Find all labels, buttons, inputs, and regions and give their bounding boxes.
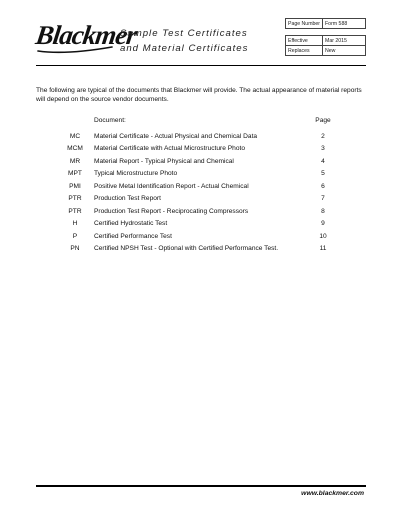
document-page-number: 4 bbox=[321, 157, 325, 165]
document-code: PTR bbox=[68, 207, 82, 215]
document-description: Production Test Report bbox=[94, 195, 161, 202]
page-number-label: Page Number bbox=[286, 19, 323, 29]
logo-swash-icon bbox=[36, 46, 114, 54]
list-item bbox=[36, 158, 366, 171]
title-line-1: Sample Test Certificates bbox=[120, 28, 248, 39]
document-page-number: 7 bbox=[321, 195, 325, 202]
document-code: H bbox=[72, 220, 78, 227]
replaces-label: Replaces bbox=[286, 46, 323, 56]
effective-label: Effective bbox=[286, 36, 323, 46]
document-code: PN bbox=[70, 245, 80, 252]
document-page-number: 9 bbox=[321, 220, 325, 227]
document-description: Positive Metal Identification Report - Actual Chemical bbox=[94, 182, 249, 190]
document-page-number: 8 bbox=[321, 207, 325, 215]
document-page-number: 5 bbox=[321, 170, 325, 177]
document-page-number: 6 bbox=[321, 182, 325, 190]
document-list bbox=[36, 117, 366, 258]
document-code: MR bbox=[69, 157, 81, 165]
document-rows bbox=[36, 133, 366, 258]
list-item bbox=[36, 170, 366, 183]
document-code: P bbox=[72, 232, 78, 240]
document-code: PTR bbox=[68, 195, 82, 202]
document-list-header bbox=[36, 117, 366, 130]
list-item bbox=[36, 233, 366, 246]
document-description: Material Certificate with Actual Microstructure Photo bbox=[94, 145, 245, 152]
column-header-document: Document: bbox=[94, 117, 126, 124]
document-description: Material Report - Typical Physical and Chemical bbox=[94, 157, 234, 165]
list-item bbox=[36, 220, 366, 233]
footer-divider bbox=[36, 485, 366, 487]
list-item bbox=[36, 245, 366, 258]
document-page-number: 2 bbox=[321, 132, 325, 140]
title-line-2: and Material Certificates bbox=[120, 43, 249, 54]
document-code: MPT bbox=[68, 170, 82, 177]
list-item bbox=[36, 183, 366, 196]
document-page-number: 11 bbox=[319, 245, 327, 252]
document-description: Material Certificate - Actual Physical and Chemical Data bbox=[94, 132, 258, 140]
document-page-number: 10 bbox=[319, 232, 327, 240]
document-description: Typical Microstructure Photo bbox=[94, 170, 178, 177]
column-header-page: Page bbox=[315, 117, 331, 124]
document-description: Certified NPSH Test - Optional with Certified Performance Test. bbox=[94, 245, 279, 252]
page-number-value: Form 588 bbox=[323, 19, 366, 29]
list-item bbox=[36, 133, 366, 146]
document-page-number: 3 bbox=[321, 145, 325, 152]
document-code: PMI bbox=[69, 182, 81, 190]
document-description: Certified Performance Test bbox=[94, 232, 172, 240]
document-description: Certified Hydrostatic Test bbox=[94, 220, 168, 227]
document-code: MC bbox=[69, 132, 81, 140]
footer-website-link[interactable]: www.blackmer.com bbox=[301, 490, 364, 497]
effective-value: Mar 2015 bbox=[323, 36, 366, 46]
list-item bbox=[36, 145, 366, 158]
header-divider bbox=[36, 65, 366, 66]
form-meta-table bbox=[285, 18, 366, 56]
blackmer-logo: Blackmer bbox=[33, 20, 139, 50]
page-header bbox=[0, 0, 400, 62]
list-item bbox=[36, 208, 366, 221]
list-item bbox=[36, 195, 366, 208]
intro-paragraph: The following are typical of the documents that Blackmer will provide. The actual appearance of material reports will depend on the source vendor documents. bbox=[36, 86, 362, 103]
replaces-value: New bbox=[323, 46, 366, 56]
document-code: MCM bbox=[67, 145, 83, 152]
document-title bbox=[120, 26, 248, 56]
document-description: Production Test Report - Reciprocating Compressors bbox=[94, 207, 249, 215]
